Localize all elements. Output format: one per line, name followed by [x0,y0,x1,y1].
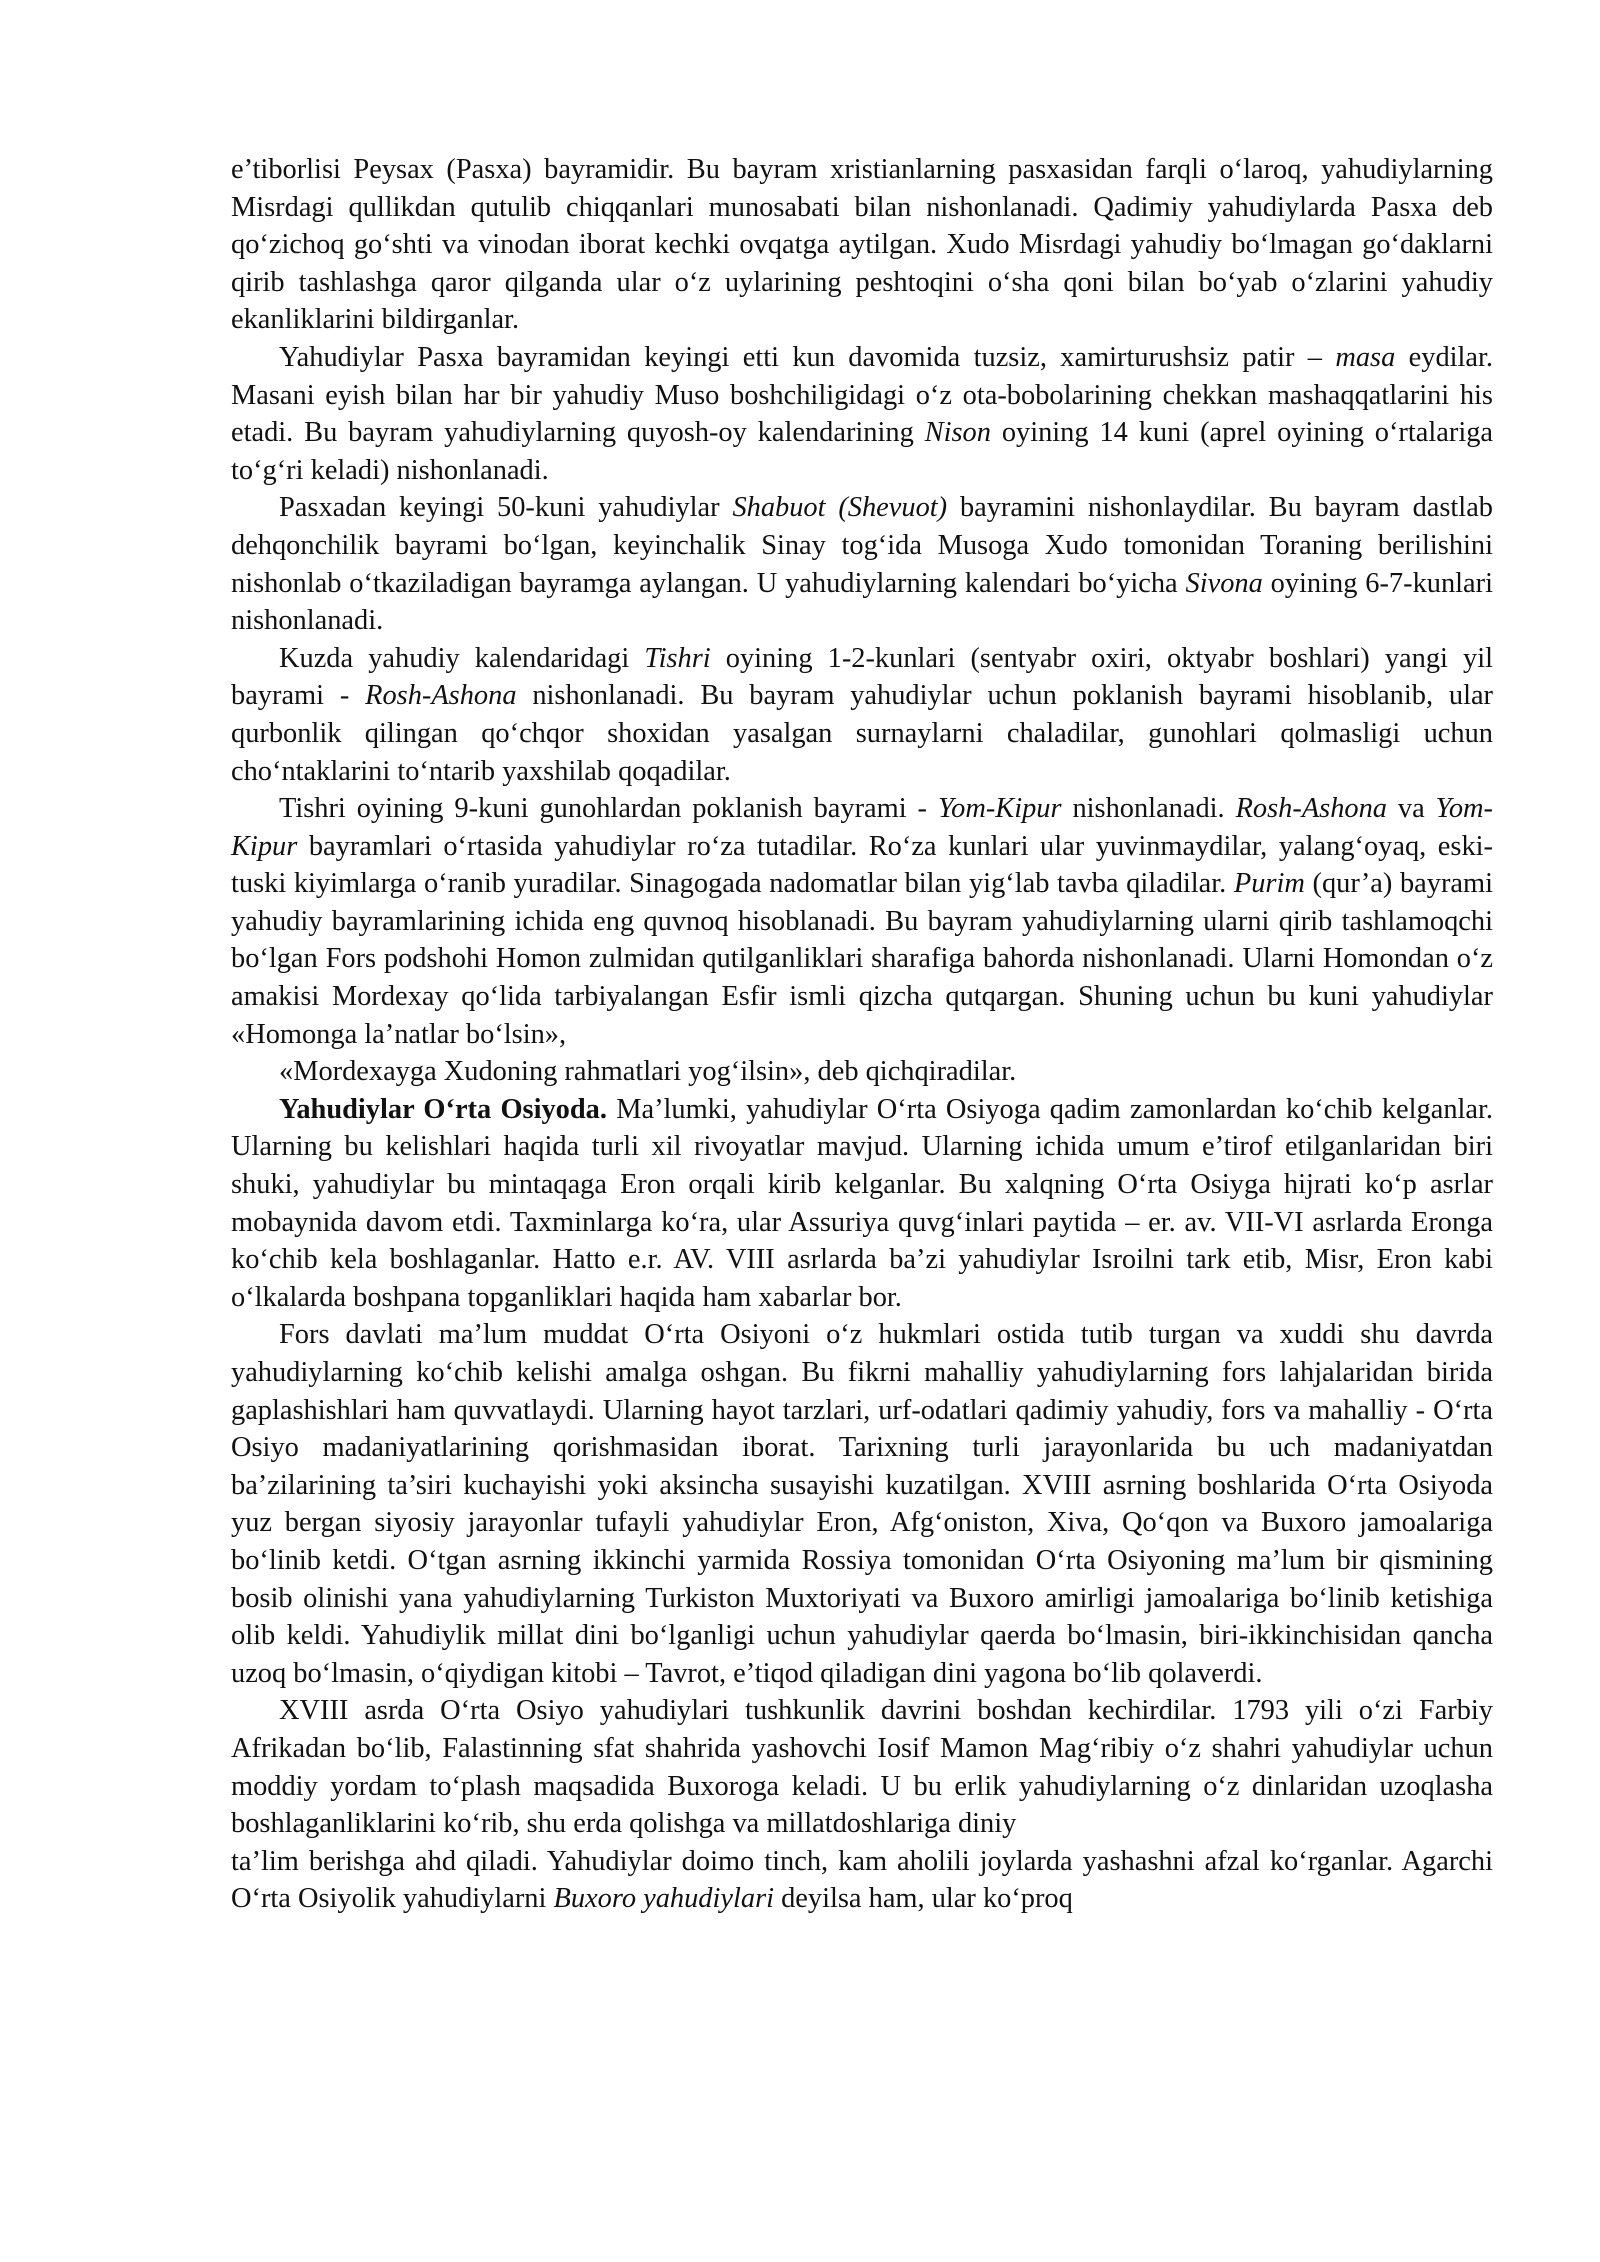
italic-term: Yom-Kipur [231,793,1493,862]
body-paragraph [231,1053,1493,1091]
italic-term: Rosh-Ashona [1235,793,1387,825]
text-run: (qur’a) bayrami yahudiy bayramlarining ichida eng quvnoq hisoblanadi. Bu bayram yahudiylarning ularni qirib tashlamoqchi bo‘lgan Fors podshohi Homon zulmidan qutilganliklari sharafiga bahorda nishonlanadi. Ularni Homondan o‘z amakisi Mordexay qo‘lida tarbiyalangan Esfir ismli qizcha qutqargan. Shuning uchun bu kuni yahudiylar «Homonga la’natlar bo‘lsin», [231,868,1494,1050]
text-run: bayramini nishonlaydilar. Bu bayram dastlab dehqonchilik bayrami bo‘lgan, keyinchalik Sinay tog‘ida Musoga Xudo tomonidan Toraning berilishini nishonlab o‘tkaziladigan bayramga aylangan. U yahudiylarning kalendari bo‘yicha [231,492,1493,599]
italic-term: Yom-Kipur [937,793,1062,825]
text-run: nishonlanadi. [1061,793,1236,825]
italic-term: Purim [1233,868,1305,900]
italic-term: Tishri [644,642,711,674]
body-paragraph [231,489,1493,639]
italic-term: Nison [924,417,991,449]
text-run: Ma’lumki, yahudiylar O‘rta Osiyoga qadim zamonlardan ko‘chib kelganlar. Ularning bu kelishlari haqida turli xil rivoyatlar mavjud. Ularning ichida umum e’tirof etilganlaridan biri shuki, yahudiylar bu mintaqaga Eron orqali kirib kelganlar. Bu xalqning O‘rta Osiyga hijrati ko‘p asrlar mobaynida davom etdi. Taxminlarga ko‘ra, ular Assuriya quvg‘inlari paytida – er. av. VII-VI asrlarda Eronga ko‘chib kela boshlaganlar. Hatto e.r. AV. VIII asrlarda ba’zi yahudiylar Isroilni tark etib, Misr, Eron kabi o‘lkalarda boshpana topganliklari haqida ham xabarlar bor. [231,1093,1494,1313]
text-run: Pasxadan keyingi 50-kuni yahudiylar [279,492,733,524]
bold-heading-text: Yahudiylar O‘rta Osiyoda. [279,1093,607,1125]
italic-term: Rosh-Ashona [365,680,517,712]
italic-term: Shabuot (Shevuot) [732,492,948,524]
document-page [231,151,1493,1918]
text-run: nishonlanadi. Bu bayram yahudiylar uchun poklanish bayrami hisoblanib, ular qurbonlik qilingan qo‘chqor shoxidan yasalgan surnaylarni chaladilar, gunohlari qolmasligi uchun cho‘ntaklarini to‘ntarib yaxshilab qoqadilar. [231,680,1494,787]
text-run: Tishri oyining 9-kuni gunohlardan poklanish bayrami - [279,793,938,825]
text-run: bayramlari o‘rtasida yahudiylar ro‘za tutadilar. Ro‘za kunlari ular yuvinmaydilar, yalang‘oyaq, eski-tuski kiyimlarga o‘ranib yuradilar. Sinagogada nadomatlar bilan yig‘lab tavba qiladilar. [231,830,1493,900]
body-paragraph [231,1316,1493,1692]
text-run: «Mordexayga Xudoning rahmatlari yog‘ilsin», deb qichqiradilar. [279,1056,1017,1088]
text-run: eydilar. Masani eyish bilan har bir yahudiy Muso boshchiligidagi o‘z ota-bobolarining chekkan mashaqqatlarini his etadi. Bu bayram yahudiylarning quyosh-oy kalendarining [231,341,1493,449]
text-run: va [1387,793,1436,825]
text-run: ta’lim berishga ahd qiladi. Yahudiylar doimo tinch, kam aholili joylarda yashashni afzal ko‘rganlar. Agarchi O‘rta Osiyolik yahudiylarni [231,1845,1493,1915]
body-paragraph [231,640,1493,790]
body-paragraph [231,1843,1493,1918]
body-paragraph [231,1692,1493,1842]
italic-term: Sivona [1185,567,1263,599]
body-paragraph [231,151,1493,339]
text-run: Kuzda yahudiy kalendaridagi [279,642,645,674]
body-paragraph [231,339,1493,489]
italic-term: Buxoro yahudiylari [553,1883,775,1915]
italic-term: masa [1335,341,1396,373]
body-paragraph [231,790,1493,1053]
text-run: e’tiborlisi Peysax (Pasxa) bayramidir. Bu bayram xristianlarning pasxasidan farqli o‘laroq, yahudiylarning Misrdagi qullikdan qutulib chiqqanlari munosabati bilan nishonlanadi. Qadimiy yahudiylarda Pasxa deb qo‘zichoq go‘shti va vinodan iborat kechki ovqatga aytilgan. Xudo Misrdagi yahudiy bo‘lmagan go‘daklarni qirib tashlashga qaror qilganda ular o‘z uylarining peshtoqini o‘sha qoni bilan bo‘yab o‘zlarini yahudiy ekanliklarini bildirganlar. [231,154,1493,336]
text-run: oyining 14 kuni (aprel oyining o‘rtalariga to‘g‘ri keladi) nishonlanadi. [231,417,1494,486]
body-paragraph [231,1091,1493,1317]
text-run: oyining 6-7-kunlari nishonlanadi. [231,567,1493,637]
text-run: Yahudiylar Pasxa bayramidan keyingi etti kun davomida tuzsiz, xamirturushsiz patir – [279,341,1336,373]
text-run: deyilsa ham, ular ko‘proq [774,1883,1073,1915]
text-run: XVIII asrda O‘rta Osiyo yahudiylari tushkunlik davrini boshdan kechirdilar. 1793 yili o‘zi Farbiy Afrikadan bo‘lib, Falastinning sfat shahrida yashovchi Iosif Mamon Mag‘ribiy o‘z shahri yahudiylar uchun moddiy yordam to‘plash maqsadida Buxoroga keladi. U bu erlik yahudiylarning o‘z dinlaridan uzoqlasha boshlaganliklarini ko‘rib, shu erda qolishga va millatdoshlariga diniy [231,1695,1493,1840]
text-run: oyining 1-2-kunlari (sentyabr oxiri, oktyabr boshlari) yangi yil bayrami - [231,642,1493,712]
text-run: Fors davlati ma’lum muddat O‘rta Osiyoni o‘z hukmlari ostida tutib turgan va xuddi shu davrda yahudiylarning ko‘chib kelishi amalga oshgan. Bu fikrni mahalliy yahudiylarning fors lahjalaridan birida gaplashishlari ham quvvatlaydi. Ularning hayot tarzlari, urf-odatlari qadimiy yahudiy, fors va mahalliy - O‘rta Osiyo madaniyatlarining qorishmasidan iborat. Tarixning turli jarayonlarida bu uch madaniyatdan ba’zilarining ta’siri kuchayishi yoki aksincha susayishi kuzatilgan. XVIII asrning boshlarida O‘rta Osiyoda yuz bergan siyosiy jarayonlar tufayli yahudiylar Eron, Afg‘oniston, Xiva, Qo‘qon va Buxoro jamoalariga bo‘linib ketdi. O‘tgan asrning ikkinchi yarmida Rossiya tomonidan O‘rta Osiyoning ma’lum bir qismining bosib olinishi yana yahudiylarning Turkiston Muxtoriyati va Buxoro amirligi jamoalariga bo‘linib ketishiga olib keldi. Yahudiylik millat dini bo‘lganligi uchun yahudiylar qaerda bo‘lmasin, biri-ikkinchisidan qancha uzoq bo‘lmasin, o‘qiydigan kitobi – Tavrot, e’tiqod qiladigan dini yagona bo‘lib qolaverdi. [231,1319,1493,1689]
